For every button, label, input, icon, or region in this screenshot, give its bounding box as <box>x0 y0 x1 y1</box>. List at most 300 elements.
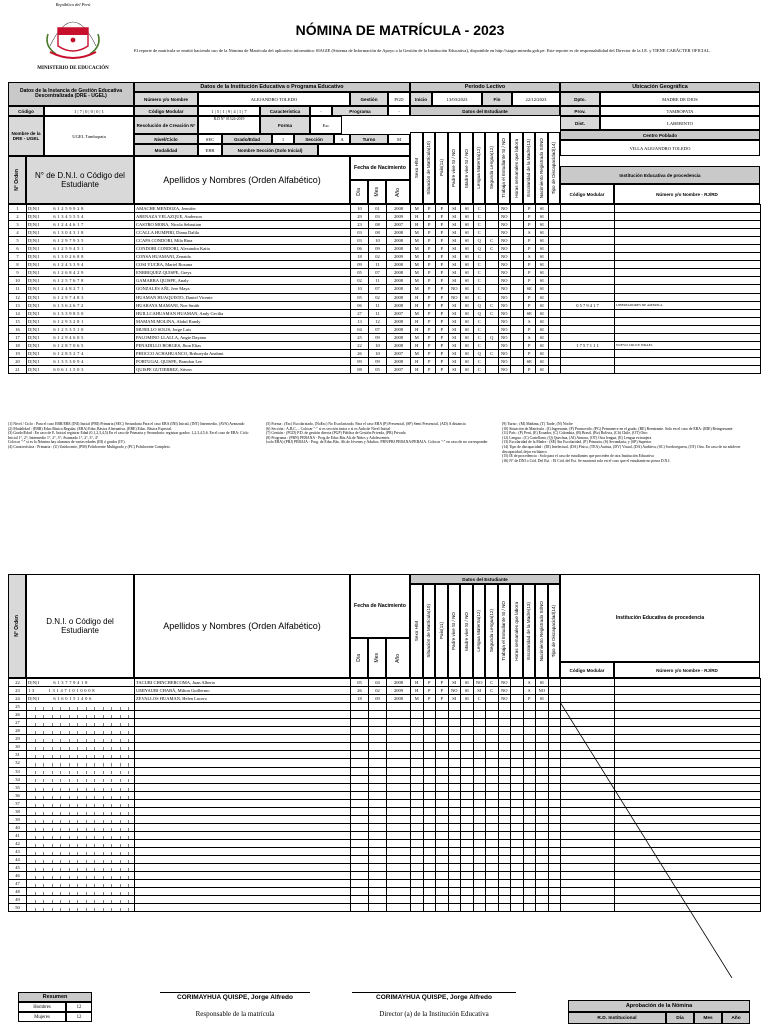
field-sl <box>486 277 499 285</box>
empty-cell <box>387 767 411 775</box>
empty-cell <box>548 839 561 847</box>
field-sx: M <box>411 245 424 253</box>
birth-month: 08 <box>369 229 387 237</box>
empty-cell <box>135 751 351 759</box>
field-pv: SI <box>448 213 461 221</box>
field-hs <box>511 277 524 285</box>
student-name: AMACHE MENDOZA, Jennifer <box>135 205 351 213</box>
birth-year: 2007 <box>387 221 411 229</box>
student-name: ENRRIQUEZ QUISPE, Greys <box>135 269 351 277</box>
dni-prefix: D|N|I <box>28 326 40 332</box>
field-lm: SI <box>473 687 486 695</box>
empty-cell <box>523 751 536 759</box>
empty-cell <box>473 751 486 759</box>
field-nr: SI <box>536 221 549 229</box>
field-nr: SI <box>536 341 549 349</box>
row-number: 46 <box>9 872 27 880</box>
empty-cell <box>387 839 411 847</box>
empty-cell <box>411 839 424 847</box>
empty-cell <box>498 743 511 751</box>
field-tr: NO <box>498 277 511 285</box>
empty-cell <box>411 831 424 839</box>
birth-month: 10 <box>369 341 387 349</box>
procedencia-codmod <box>561 261 615 269</box>
field-td <box>548 695 561 703</box>
empty-cell <box>423 904 436 912</box>
field-nr: SI <box>536 213 549 221</box>
empty-cell <box>486 759 499 767</box>
col-v-8: Trabaja el Estudiante SI / NO <box>498 132 511 204</box>
field-lm: NO <box>473 679 486 687</box>
empty-cell <box>536 799 549 807</box>
field-em: S <box>523 687 536 695</box>
empty-cell <box>135 815 351 823</box>
turno-value: M <box>388 134 410 144</box>
field-lm: C <box>473 317 486 325</box>
field-hs <box>511 333 524 341</box>
dni-boxes <box>27 880 135 888</box>
empty-cell <box>423 783 436 791</box>
empty-cell <box>351 880 369 888</box>
field-st: P <box>423 679 436 687</box>
empty-cell <box>498 807 511 815</box>
empty-cell <box>387 727 411 735</box>
empty-cell <box>523 831 536 839</box>
empty-cell <box>536 856 549 864</box>
instancia-nombre-value: UGEL Tambopata <box>44 116 134 156</box>
empty-cell <box>548 896 561 904</box>
field-pv: NO <box>448 293 461 301</box>
dist-label: Dist. <box>560 116 600 130</box>
col-orden: N° Orden <box>8 156 26 204</box>
empty-cell <box>486 735 499 743</box>
birth-day: 03 <box>351 229 369 237</box>
field-hs <box>511 205 524 213</box>
empty-cell <box>369 815 387 823</box>
nivel-label: Nivel/Ciclo <box>134 134 198 144</box>
row-number: 15 <box>9 317 27 325</box>
field-sx: M <box>411 309 424 317</box>
birth-month: 07 <box>369 325 387 333</box>
empty-cell <box>523 847 536 855</box>
dni-prefix: D|N|I <box>28 318 40 324</box>
dni-code: 6 1 2 5 9 9 2 8 <box>53 206 84 212</box>
hombres-label: Hombres <box>18 1002 66 1012</box>
empty-cell <box>387 815 411 823</box>
empty-cell <box>536 719 549 727</box>
birth-day: 10 <box>351 205 369 213</box>
empty-cell <box>423 735 436 743</box>
col-v-5: Madre vive SI / NO <box>460 132 473 204</box>
procedencia-codmod <box>561 325 615 333</box>
field-lm: C <box>473 325 486 333</box>
empty-cell <box>498 904 511 912</box>
empty-cell <box>511 856 524 864</box>
empty-cell <box>387 799 411 807</box>
dni-prefix: D|N|I <box>28 238 40 244</box>
field-st: P <box>423 695 436 703</box>
table-row <box>9 325 761 333</box>
student-name: PHOCCO ACHAHUANCO, Brihueyda Anahmi <box>135 349 351 357</box>
field-tr: NO <box>498 261 511 269</box>
field-pv: SI <box>448 325 461 333</box>
dni-boxes <box>27 719 135 727</box>
field-lm: C <box>473 357 486 365</box>
dni-prefix: D|N|I <box>28 214 40 220</box>
field-pv: SI <box>448 679 461 687</box>
empty-cell <box>423 767 436 775</box>
empty-cell <box>369 743 387 751</box>
dni-prefix: D|N|I <box>28 262 40 268</box>
student-name: MURILLO SOLIS, Jorge Luis <box>135 325 351 333</box>
student-dni <box>27 349 135 357</box>
empty-cell <box>486 775 499 783</box>
empty-cell <box>511 807 524 815</box>
field-p: P <box>436 679 449 687</box>
empty-cell <box>473 831 486 839</box>
empty-cell <box>486 783 499 791</box>
col-v-12-p2: Tipo de Discapacidad(14) <box>548 584 561 678</box>
row-number: 36 <box>9 791 27 799</box>
field-em: S <box>523 679 536 687</box>
birth-month: 02 <box>369 687 387 695</box>
field-lm: C <box>473 253 486 261</box>
row-number: 34 <box>9 775 27 783</box>
dni-code: 6 1 2 4 8 2 7 1 <box>53 286 84 292</box>
field-lm: C <box>473 365 486 373</box>
birth-year: 2008 <box>387 277 411 285</box>
empty-cell <box>461 856 474 864</box>
field-p: P <box>436 221 449 229</box>
empty-cell <box>536 831 549 839</box>
student-dni <box>27 293 135 301</box>
birth-month: 11 <box>369 309 387 317</box>
mujeres-label: Mujeres <box>18 1012 66 1022</box>
centro-label: Centro Poblado <box>560 130 760 140</box>
dni-boxes <box>27 847 135 855</box>
birth-day: 13 <box>351 317 369 325</box>
empty-cell <box>486 872 499 880</box>
empty-cell <box>486 727 499 735</box>
aprob-dia-label: Día <box>666 1012 694 1024</box>
field-sl <box>486 365 499 373</box>
field-p: P <box>436 213 449 221</box>
field-td <box>548 213 561 221</box>
dni-boxes <box>27 751 135 759</box>
birth-day: 26 <box>351 349 369 357</box>
procedencia-nombre <box>615 687 761 695</box>
field-tr: NO <box>498 317 511 325</box>
dni-boxes <box>27 807 135 815</box>
empty-cell <box>511 815 524 823</box>
empty-cell <box>423 719 436 727</box>
student-dni <box>27 245 135 253</box>
empty-cell <box>511 703 524 711</box>
footnotes-col2: (5) Forma : (Esc) Escolarizado, (NoEsc) No Escolarizado. Para el caso EBA (P) Presencial, (SP) Semi Presencial, (AD) A distancia (6) Sección : A,B,C,... Colocar "-" si es sección única o si es Aula de Nivel Inicial (7) Gestión : (PGD) P.D. de gestión directa (PGP) Pública de Gestión Privada, (PR) Privada (8) Programa : (PBN) PEBANA - Prog.de Educ.Bás.Alt.de Niños y Adolescentes (solo EBA) (PBJ) PEBAJA - Prog. de Educ.Bás. Alt.de Jóvenes y Adultos. PBN/PBJ PEBANA/PEBAJA. Colocar "-" en caso de no corresponder <box>266 422 488 445</box>
col-v-2: Situación de Matrícula(10) <box>423 132 436 204</box>
table-row <box>9 237 761 245</box>
table-row <box>9 269 761 277</box>
birth-year: 2007 <box>387 365 411 373</box>
empty-cell <box>369 735 387 743</box>
empty-cell <box>135 719 351 727</box>
field-em: S <box>523 333 536 341</box>
field-lm: C <box>473 229 486 237</box>
empty-cell <box>536 864 549 872</box>
procedencia-nombre <box>615 679 761 687</box>
birth-day: 08 <box>351 365 369 373</box>
student-dni <box>27 679 135 687</box>
dni-code: 6 1 2 8 7 0 6 5 <box>53 342 84 348</box>
field-em: SE <box>523 309 536 317</box>
empty-cell <box>351 719 369 727</box>
empty-cell <box>436 823 449 831</box>
procedencia-nombre-label: Número y/o Nombre - RJ/RD <box>614 184 760 204</box>
empty-cell <box>548 807 561 815</box>
dni-boxes <box>27 711 135 719</box>
field-hs <box>511 357 524 365</box>
empty-cell <box>486 807 499 815</box>
row-number: 48 <box>9 888 27 896</box>
field-sx: M <box>411 261 424 269</box>
field-p: P <box>436 349 449 357</box>
empty-cell <box>369 872 387 880</box>
procedencia-nombre <box>615 317 761 325</box>
empty-cell <box>473 880 486 888</box>
field-td <box>548 325 561 333</box>
empty-cell <box>511 791 524 799</box>
table-row <box>9 285 761 293</box>
field-td <box>548 333 561 341</box>
field-mv: SI <box>461 309 474 317</box>
field-p: P <box>436 357 449 365</box>
field-st: P <box>423 229 436 237</box>
empty-cell <box>461 872 474 880</box>
logo-text: República del Perú <box>55 2 91 7</box>
birth-month: 08 <box>369 221 387 229</box>
empty-cell <box>536 839 549 847</box>
row-number: 14 <box>9 309 27 317</box>
field-sx: M <box>411 237 424 245</box>
field-tr: NO <box>498 205 511 213</box>
empty-cell <box>536 711 549 719</box>
empty-cell <box>369 888 387 896</box>
col-v-6-p2: Lengua Materna(12) <box>473 584 486 678</box>
empty-cell <box>436 831 449 839</box>
empty-cell <box>548 759 561 767</box>
field-p: P <box>436 237 449 245</box>
empty-cell <box>511 767 524 775</box>
empty-cell <box>369 880 387 888</box>
procedencia-codmod <box>561 213 615 221</box>
field-sl <box>486 317 499 325</box>
col-v-3: País(11) <box>435 132 448 204</box>
empty-cell <box>461 735 474 743</box>
student-name: CONDORI CONDORI, Alexandra Katia <box>135 245 351 253</box>
field-tr: NO <box>498 221 511 229</box>
birth-month: 11 <box>369 301 387 309</box>
empty-cell <box>511 743 524 751</box>
empty-cell <box>486 799 499 807</box>
field-st: P <box>423 213 436 221</box>
row-number: 12 <box>9 293 27 301</box>
row-number: 8 <box>9 261 27 269</box>
dni-code: 6 0 6 1 1 5 0 3 <box>53 366 84 372</box>
empty-cell <box>548 751 561 759</box>
row-number: 7 <box>9 253 27 261</box>
empty-cell <box>523 872 536 880</box>
student-name: PENADILLO BORGES, Jhon Elias <box>135 341 351 349</box>
col-dia: Día <box>350 180 368 204</box>
empty-cell <box>411 807 424 815</box>
empty-cell <box>135 767 351 775</box>
field-pv: SI <box>448 237 461 245</box>
field-td <box>548 365 561 373</box>
row-number: 43 <box>9 847 27 855</box>
empty-cell <box>461 751 474 759</box>
field-tr: NO <box>498 237 511 245</box>
row-number: 4 <box>9 229 27 237</box>
empty-cell <box>498 880 511 888</box>
codigo-modular-value: 1 | 5 | 1 | 9 | 4 | 1 | 7 <box>198 106 260 116</box>
field-mv: SI <box>461 349 474 357</box>
empty-cell <box>369 864 387 872</box>
empty-cell <box>387 759 411 767</box>
empty-cell <box>369 856 387 864</box>
field-nr: SI <box>536 285 549 293</box>
field-em: S <box>523 317 536 325</box>
empty-cell <box>436 872 449 880</box>
empty-cell <box>423 872 436 880</box>
birth-month: 02 <box>369 293 387 301</box>
field-lm: Q <box>473 349 486 357</box>
empty-cell <box>461 888 474 896</box>
birth-day: 09 <box>351 357 369 365</box>
empty-cell <box>486 904 499 912</box>
student-dni <box>27 695 135 703</box>
dni-prefix: D|N|I <box>28 230 40 236</box>
birth-year: 2008 <box>387 325 411 333</box>
empty-cell <box>436 767 449 775</box>
empty-cell <box>436 743 449 751</box>
field-em: P <box>523 269 536 277</box>
empty-cell <box>135 735 351 743</box>
empty-cell <box>523 743 536 751</box>
signature-2-name: CORIMAYHUA QUISPE, Jorge Alfredo <box>376 994 492 1001</box>
field-sl <box>486 341 499 349</box>
field-pv: SI <box>448 277 461 285</box>
empty-cell <box>523 799 536 807</box>
field-lm: C <box>473 277 486 285</box>
empty-cell <box>511 719 524 727</box>
empty-cell <box>436 815 449 823</box>
procedencia-nombre <box>615 237 761 245</box>
table-row <box>9 245 761 253</box>
student-dni <box>27 687 135 695</box>
empty-cell <box>351 888 369 896</box>
row-number: 3 <box>9 221 27 229</box>
col-mes: Mes <box>368 180 386 204</box>
field-sl <box>486 221 499 229</box>
field-mv: SI <box>461 237 474 245</box>
field-mv: SI <box>461 261 474 269</box>
empty-cell <box>436 888 449 896</box>
empty-cell <box>473 783 486 791</box>
empty-cell <box>411 751 424 759</box>
field-sx: H <box>411 687 424 695</box>
empty-cell <box>461 743 474 751</box>
empty-cell <box>473 743 486 751</box>
student-name: ZEVALLOS HUAMAN, Helen Lucero <box>135 695 351 703</box>
empty-cell <box>351 703 369 711</box>
empty-cell <box>448 751 461 759</box>
empty-cell <box>411 743 424 751</box>
empty-cell <box>387 872 411 880</box>
empty-cell <box>436 703 449 711</box>
empty-cell <box>473 799 486 807</box>
field-st: P <box>423 253 436 261</box>
birth-year: 2008 <box>387 269 411 277</box>
row-number: 40 <box>9 823 27 831</box>
field-sx: H <box>411 341 424 349</box>
dni-code: 6 1 2 9 3 2 8 1 <box>53 318 84 324</box>
field-mv: SI <box>461 301 474 309</box>
field-nr: SI <box>536 269 549 277</box>
empty-cell <box>387 783 411 791</box>
field-lm: C <box>473 293 486 301</box>
dni-prefix: D|N|I <box>28 286 40 292</box>
field-td <box>548 253 561 261</box>
empty-cell <box>461 783 474 791</box>
field-mv: SI <box>461 205 474 213</box>
procedencia-codmod <box>561 285 615 293</box>
empty-cell <box>536 751 549 759</box>
row-number: 10 <box>9 277 27 285</box>
empty-cell <box>523 791 536 799</box>
empty-cell <box>135 703 351 711</box>
empty-cell <box>411 864 424 872</box>
dni-prefix: D|N|I <box>28 294 40 300</box>
row-number: 18 <box>9 341 27 349</box>
birth-year: 2008 <box>387 333 411 341</box>
empty-cell <box>498 896 511 904</box>
empty-cell <box>498 783 511 791</box>
empty-cell <box>536 823 549 831</box>
empty-cell <box>473 759 486 767</box>
empty-cell <box>351 791 369 799</box>
dni-prefix: D|N|I <box>28 358 40 364</box>
empty-cell <box>536 735 549 743</box>
empty-cell <box>548 888 561 896</box>
empty-cell <box>523 856 536 864</box>
nivel-value: SEC <box>198 134 222 144</box>
empty-cell <box>461 864 474 872</box>
empty-cell <box>536 888 549 896</box>
field-em: P <box>523 245 536 253</box>
field-em: P <box>523 341 536 349</box>
empty-cell <box>423 888 436 896</box>
field-p: P <box>436 365 449 373</box>
birth-month: 03 <box>369 213 387 221</box>
field-pv: SI <box>448 261 461 269</box>
empty-cell <box>548 904 561 912</box>
col-orden-p2: N° Orden <box>8 574 26 678</box>
birth-month: 09 <box>369 695 387 703</box>
student-dni <box>27 333 135 341</box>
col-v-1-p2: Sexo H/M <box>410 584 423 678</box>
dni-boxes <box>27 864 135 872</box>
empty-cell <box>135 783 351 791</box>
